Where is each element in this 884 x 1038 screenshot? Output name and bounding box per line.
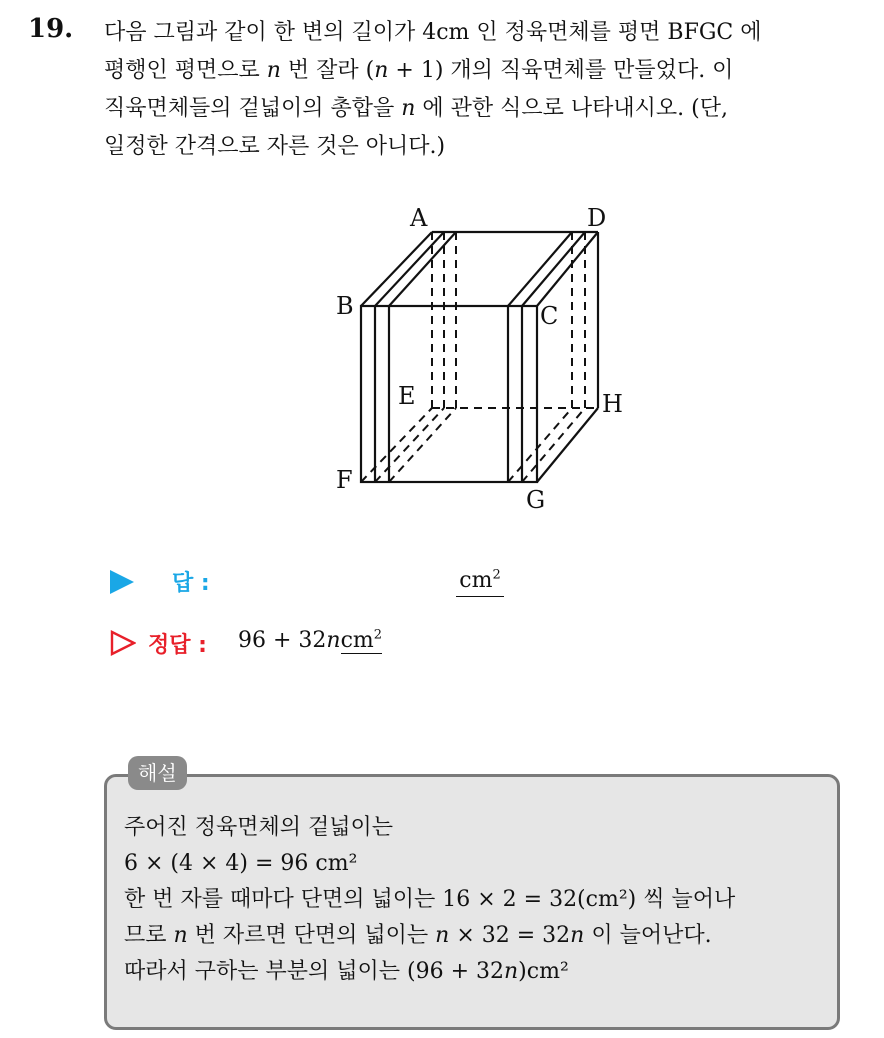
explanation-tab: 해설 bbox=[128, 756, 187, 790]
text-segment: 이 늘어난다. bbox=[584, 923, 712, 948]
variable-n: n bbox=[504, 959, 519, 984]
explanation-line bbox=[124, 954, 834, 990]
correct-label: 정답 : bbox=[148, 633, 207, 658]
answer-blank[interactable] bbox=[456, 566, 504, 597]
text-segment: × 32 = 32 bbox=[449, 923, 571, 948]
question-text bbox=[104, 14, 864, 166]
text-segment: 번 잘라 ( bbox=[280, 58, 375, 83]
correct-unit bbox=[341, 628, 382, 654]
vertex-label-e: E bbox=[398, 382, 416, 410]
cube-figure bbox=[320, 196, 650, 516]
vertex-label-f: F bbox=[336, 466, 353, 494]
explanation-line bbox=[124, 810, 834, 846]
answer-label: 답 : bbox=[172, 571, 210, 596]
correct-value-number: 96 + 32 bbox=[238, 628, 327, 653]
variable-n: n bbox=[570, 923, 585, 948]
cut-plane-edge bbox=[522, 232, 585, 306]
correct-answer-row bbox=[110, 628, 710, 664]
cube-front-face bbox=[361, 306, 537, 482]
variable-n: n bbox=[173, 923, 188, 948]
text-segment: 다음 그림과 같이 한 변의 길이가 4cm 인 정육면체를 평면 BFGC 에 bbox=[104, 20, 762, 45]
cut-plane-edge bbox=[508, 232, 572, 306]
variable-n: n bbox=[435, 923, 450, 948]
question-line bbox=[104, 14, 864, 52]
explanation-line bbox=[124, 882, 834, 918]
text-segment: 평행인 평면으로 bbox=[104, 58, 267, 83]
text-segment: 에 관한 식으로 나타내시오. (단, bbox=[415, 96, 728, 121]
vertex-label-a: A bbox=[410, 204, 428, 232]
text-segment: 직육면체들의 겉넓이의 총합을 bbox=[104, 96, 402, 121]
question-line bbox=[104, 128, 864, 166]
cube-edge bbox=[537, 408, 598, 482]
variable-n: n bbox=[326, 628, 341, 653]
variable-n: n bbox=[401, 96, 416, 121]
play-triangle-icon bbox=[110, 570, 134, 594]
hidden-edge bbox=[375, 408, 444, 482]
explanation-line bbox=[124, 918, 834, 954]
text-segment: 므로 bbox=[124, 923, 174, 948]
answer-unit-exponent: 2 bbox=[492, 567, 501, 583]
hidden-edge bbox=[522, 408, 585, 482]
text-segment: 주어진 정육면체의 겉넓이는 bbox=[124, 815, 394, 840]
vertex-label-h: H bbox=[602, 390, 623, 418]
unit-exponent: 2 bbox=[373, 627, 383, 643]
outline-triangle-icon bbox=[110, 630, 136, 656]
cube-edge bbox=[537, 232, 598, 306]
explanation-line bbox=[124, 846, 834, 882]
question-line bbox=[104, 90, 864, 128]
text-segment: 6 × (4 × 4) = 96 cm² bbox=[124, 851, 358, 876]
variable-n: n bbox=[266, 58, 281, 83]
question-number: 19. bbox=[28, 14, 74, 44]
explanation-text bbox=[124, 810, 834, 990]
vertex-label-c: C bbox=[540, 302, 559, 330]
text-segment: + 1) 개의 직육면체를 만들었다. 이 bbox=[388, 58, 734, 83]
hidden-edge bbox=[508, 408, 572, 482]
correct-value bbox=[238, 628, 382, 653]
unit-text: cm bbox=[340, 628, 374, 653]
variable-n: n bbox=[374, 58, 389, 83]
text-segment: 번 자르면 단면의 넓이는 bbox=[187, 923, 436, 948]
text-segment: 일정한 간격으로 자른 것은 아니다.) bbox=[104, 134, 446, 159]
answer-row bbox=[110, 566, 610, 598]
vertex-label-g: G bbox=[526, 486, 546, 514]
vertex-label-d: D bbox=[587, 204, 607, 232]
text-segment: 한 번 자를 때마다 단면의 넓이는 16 × 2 = 32(cm²) 씩 늘어나 bbox=[124, 887, 736, 912]
text-segment: 따라서 구하는 부분의 넓이는 (96 + 32 bbox=[124, 959, 504, 984]
text-segment: )cm² bbox=[518, 959, 569, 984]
answer-unit: cm bbox=[459, 568, 493, 593]
question-line bbox=[104, 52, 864, 90]
cut-plane-edge bbox=[375, 232, 444, 306]
vertex-label-b: B bbox=[336, 292, 354, 320]
